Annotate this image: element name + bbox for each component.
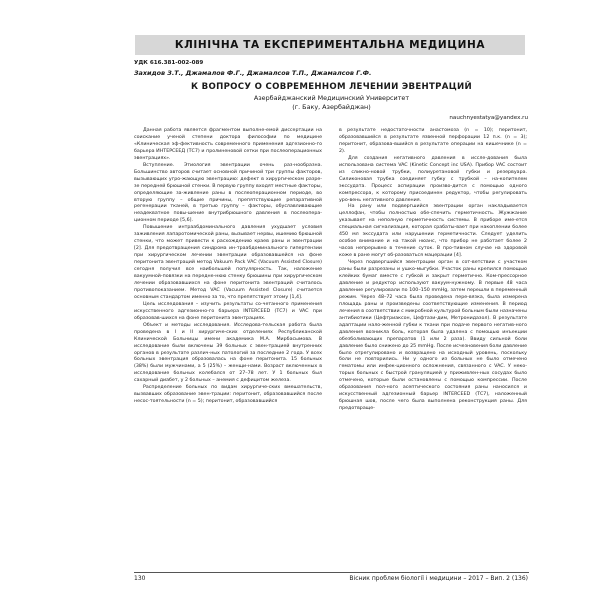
paragraph: Объект и методы исследования. Исследова-тельская работа была проведена в I и II хирургиче-ских отделениях Республиканской Клинической Больницы имени академика М.А. Мирбасымова. В исследование были включены 39 больных с эвен-трацией внутренних органов в результате различ-ных патологий за последние 2 года. У всех больных эвентрация образовалась на фоне перитонита. 15 больных (38%) были мужчинами, а 5 (25%) – женщи-нами. Возраст включенных в исследование больных колебался от 27–78 лет. У 1 больных был сахарный диабет, у 2 больных – анемия с дефицитом железа.	[134, 322, 322, 384]
paragraph: Через подвергшийся эвентрации орган в сот-ветствии с участком раны были разрезаны и ушко-мыгубки. Участок раны крепился помощью клейких бумаг вместе с губкой и закрыт герметично. Ком-прессорное давление и редуктор используют вакуум-нужному. В первые 48 часа давление регулировали по 100–150 mmHg, затем перешли в переменный режим. Через 48–72 часа была проведена пере-вязка, была измерена площадь раны и произведены соответствующие изменения. В период лечения в соответствии с микробной культурой больным были назначены антибиотики (Цефтриаксон, Цефтази-дим, Метронидазол). В результате адаптации нало-женной губки к ткани при подаче первого негатив-ного давления возникла боль, которая была удалена с помощью инъекции обезболивающих препаратов (1 или 2 раза). Ввиду сильной боли давление было снижено до 25 mmHg. После исчезновения боли давление было отрегулировано и возвращено на исходный уровень, поскольку боли не повторились. Ни у одного из больных не было отмечено гематомы или инфек-ционного осложнения, связанного с VAC. У неко-торых больных с быстрой грануляцией у приживлен-ных сосудах было отмечено, которые были остановлены с помощью компрессии. После образования пол-ного асептического состояния раны наносился и искусственный адгезионный барьер INTERCEED (ТС7), наложенный брюшная шов, после чего была выполнена реконструкция раны. Для предотвраще-	[339, 260, 527, 412]
left-column	[134, 128, 322, 406]
page-number: 130	[134, 575, 146, 582]
article-title: К ВОПРОСУ О СОВРЕМЕННОМ ЛЕЧЕНИИ ЭВЕНТРАЦИЙ	[191, 82, 472, 92]
contact-email[interactable]: nauchnyestatya@yandex.ru	[449, 115, 528, 121]
paragraph: Цель исследования – изучить результаты со-четанного применения искусственного адгезионно-го барьера INTERCEED (ТС7) и VAC при образовав-шихся на фоне перитонита эвентрациях.	[134, 301, 322, 321]
paragraph: Вступление. Этиология эвентрации очень раз-нообразна. Большинство авторов считает основной причиной три группы факторов, вызывающих угро-жающую эвентрацию: дефект в хирургическом разре-зе передней брюшной стенки. В первую группу входят местные факторы, определяющие за-живление раны в послеоперационном периоде, во вторую группу – общие причины, препятствующие репаративной регенерации тканей, в третью группу – факторы, обуславливающие неадекватное повы-шение внутрибрюшного давления в послеопера-ционном периоде [5,6].	[134, 162, 322, 224]
affiliation-city: (г. Баку, Азербайджан)	[292, 103, 371, 111]
paragraph: Данная работа является фрагментом выполне-емой диссертации на соискание ученой степени доктора философии по медицине «Клиническая эф-фективность современного применения адгезионно-го барьера ИНТЕРСЕЕД (ТС7) и пролиненовой сетки при послеоперационных эвентрациях».	[134, 128, 322, 161]
section-title: КЛІНІЧНА ТА ЕКСПЕРИМЕНТАЛЬНА МЕДИЦИНА	[174, 39, 486, 51]
paragraph: На рану или подвергшийся эвентрации орган накладывается целлофан, чтобы полностью обе-спечить герметичность. Жужжание указывает на неполную герметичность системы. В приборе име-ется специальная сигнализация, которая срабаты-вает при накоплении более 450 мл экссудата или нарушении герметичности. Следует уделить особое внимание и на такой нюанс, что прибор не работает более 2 часов непрерывно в течение суток. В про-тивном случае на здоровой коже в ране могут об-разоваться мацерации [4].	[339, 204, 527, 259]
udk-code: УДК 616.381-002-089	[134, 60, 204, 66]
paragraph: Для создания негативного давления в иссле-дования была использована система VAC (Kinetic Concept inc USA). Прибор VAC состоит из сликно-новой трубки, полиуретановой губки и резервуара. Силиконовая трубка соединяет губку с трубкой – на-копителем экссудата. Процесс аспирации произво-дится с помощью одного компрессора, к которому присоединен редуктор, чтобы регулировать уро-вень негативного давления.	[339, 155, 527, 203]
right-column	[339, 128, 527, 413]
affiliation: Азербайджанский Медицинский Университет	[253, 94, 410, 102]
section-header	[135, 35, 525, 55]
authors-line: Захидов З.Т., Джамалов Ф.Г., Джамалсов Т.П., Джамалсов Г.Ф.	[134, 69, 372, 77]
footer-divider	[134, 572, 529, 573]
paragraph: в результате недостаточности анастомоза (n = 10); перитонит, образовавшийся в результате язвенной перфорации 12 п.к. (n = 3); перитонит, образова-вшийся в результате операции на кишечнике (n = 2).	[339, 128, 527, 154]
journal-citation: Вісник проблем біології і медицини – 2017 – Вип. 2 (136)	[349, 575, 528, 582]
paragraph: Распределение больных по видам хирургиче-ских вмешательств, вызвавших образование эвен-трации: перитонит, образовавшийся после несос-тоятельности (n = 5); перитонит, образовавшийся	[134, 385, 322, 405]
paragraph: Повышение интраабдоминального давления ухудшает условия заживления лапаротомической раны, вызывает нервы, ишемию брюшной стенки, что может привести к расхождению краев раны и эвентрации [2]. Для предотвращения синдрома ин-траабдоминального гипертензии при хирургическом лечении эвентрации образовавшейся на фоне перитонита эвентраций метод Vakuum Pack VAC (Vacuum Assisted Closure) сегодня получил все наибольшей популярность. Так, наложение вакуумной-повязки на передне-нюю стенку брюшины при хирургическом лечении образовавшихся на фоне перитонита эвентраций считалось противопоказанием. Метод VAC (Vacuum Assisted Closure) считается основным стандартом именно за то, что препятствует этому [1,4].	[134, 225, 322, 300]
